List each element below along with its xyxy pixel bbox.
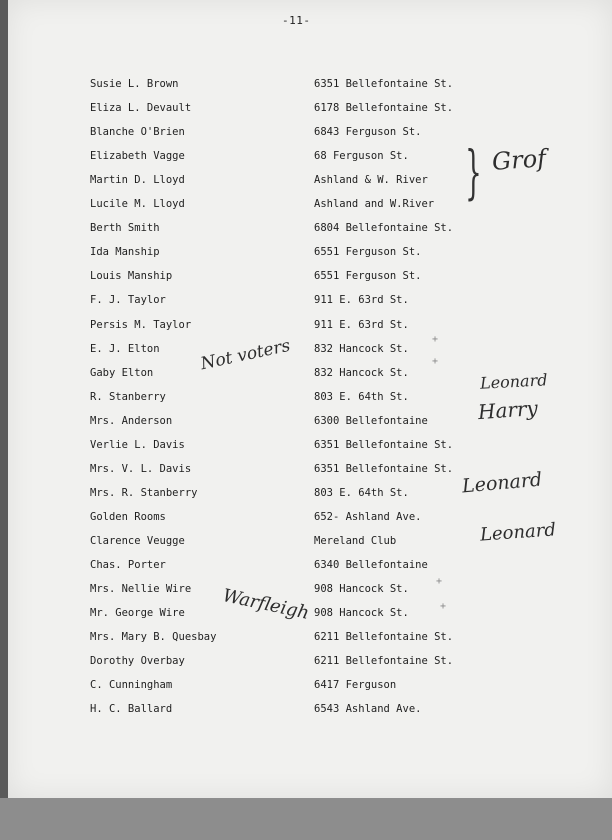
handwritten-leonard-3: Leonard [479, 519, 557, 546]
person-name: Chas. Porter [90, 559, 166, 571]
grouping-brace: } [465, 138, 482, 206]
list-item [0, 246, 612, 266]
person-name: F. J. Taylor [90, 294, 166, 306]
person-name: Ida Manship [90, 246, 160, 258]
person-name: Dorothy Overbay [90, 655, 185, 667]
list-item [0, 679, 612, 699]
handwritten-not-voters: Not voters [198, 335, 293, 375]
person-name: Golden Rooms [90, 511, 166, 523]
person-address: 911 E. 63rd St. [314, 294, 409, 306]
list-item [0, 78, 612, 98]
person-name: Martin D. Lloyd [90, 174, 185, 186]
person-name: C. Cunningham [90, 679, 173, 691]
list-item [0, 559, 612, 579]
list-item [0, 102, 612, 122]
person-address: 6417 Ferguson [314, 679, 397, 691]
handwritten-grof: Grof [491, 144, 547, 176]
handwritten-leonard-1: Leonard [479, 370, 548, 393]
person-name: R. Stanberry [90, 391, 166, 403]
handwritten-warfleigh: Warfleigh [220, 585, 312, 624]
person-address: 6340 Bellefontaine [314, 559, 428, 571]
person-address: 6551 Ferguson St. [314, 246, 422, 258]
list-item [0, 343, 612, 363]
person-address: 68 Ferguson St. [314, 150, 409, 162]
person-name: E. J. Elton [90, 343, 160, 355]
person-name: Persis M. Taylor [90, 319, 192, 331]
list-item [0, 222, 612, 242]
person-name: Mrs. Nellie Wire [90, 583, 192, 595]
list-item [0, 174, 612, 194]
person-address: 6804 Bellefontaine St. [314, 222, 454, 234]
person-address: Mereland Club [314, 535, 397, 547]
person-address: Ashland and W.River [314, 198, 435, 210]
person-address: 6843 Ferguson St. [314, 126, 422, 138]
person-name: Mrs. R. Stanberry [90, 487, 198, 499]
list-item [0, 655, 612, 675]
person-name: Mrs. Mary B. Quesbay [90, 631, 217, 643]
check-mark: + [432, 356, 439, 367]
person-address: 832 Hancock St. [314, 343, 409, 355]
person-address: 6178 Bellefontaine St. [314, 102, 454, 114]
check-mark: + [436, 576, 443, 587]
list-item [0, 126, 612, 146]
person-address: 6211 Bellefontaine St. [314, 631, 454, 643]
person-name: Mr. George Wire [90, 607, 185, 619]
person-name: Clarence Veugge [90, 535, 185, 547]
person-name: Lucile M. Lloyd [90, 198, 185, 210]
scan-bottom-edge [0, 798, 612, 840]
person-address: 652- Ashland Ave. [314, 511, 422, 523]
person-address: Ashland & W. River [314, 174, 428, 186]
list-item [0, 198, 612, 218]
person-name: Berth Smith [90, 222, 160, 234]
person-address: 6300 Bellefontaine [314, 415, 428, 427]
handwritten-leonard-2: Leonard [461, 468, 543, 498]
person-address: 6351 Bellefontaine St. [314, 463, 454, 475]
person-name: Louis Manship [90, 270, 173, 282]
person-address: 803 E. 64th St. [314, 487, 409, 499]
handwritten-harry: Harry [477, 395, 539, 425]
list-item [0, 583, 612, 603]
person-name: Susie L. Brown [90, 78, 179, 90]
person-address: 6543 Ashland Ave. [314, 703, 422, 715]
person-address: 908 Hancock St. [314, 607, 409, 619]
check-mark: + [432, 334, 439, 345]
page-number: -11- [282, 14, 311, 27]
person-address: 6551 Ferguson St. [314, 270, 422, 282]
person-name: H. C. Ballard [90, 703, 173, 715]
list-item [0, 270, 612, 290]
list-item [0, 703, 612, 723]
person-address: 908 Hancock St. [314, 583, 409, 595]
person-address: 6351 Bellefontaine St. [314, 439, 454, 451]
person-name: Verlie L. Davis [90, 439, 185, 451]
person-name: Elizabeth Vagge [90, 150, 185, 162]
person-address: 6351 Bellefontaine St. [314, 78, 454, 90]
list-item [0, 319, 612, 339]
person-address: 803 E. 64th St. [314, 391, 409, 403]
person-address: 832 Hancock St. [314, 367, 409, 379]
person-name: Eliza L. Devault [90, 102, 192, 114]
list-item [0, 294, 612, 314]
person-address: 6211 Bellefontaine St. [314, 655, 454, 667]
check-mark: + [440, 601, 447, 612]
person-name: Blanche O'Brien [90, 126, 185, 138]
person-name: Gaby Elton [90, 367, 154, 379]
list-item [0, 631, 612, 651]
list-item [0, 439, 612, 459]
person-name: Mrs. Anderson [90, 415, 173, 427]
person-name: Mrs. V. L. Davis [90, 463, 192, 475]
person-address: 911 E. 63rd St. [314, 319, 409, 331]
